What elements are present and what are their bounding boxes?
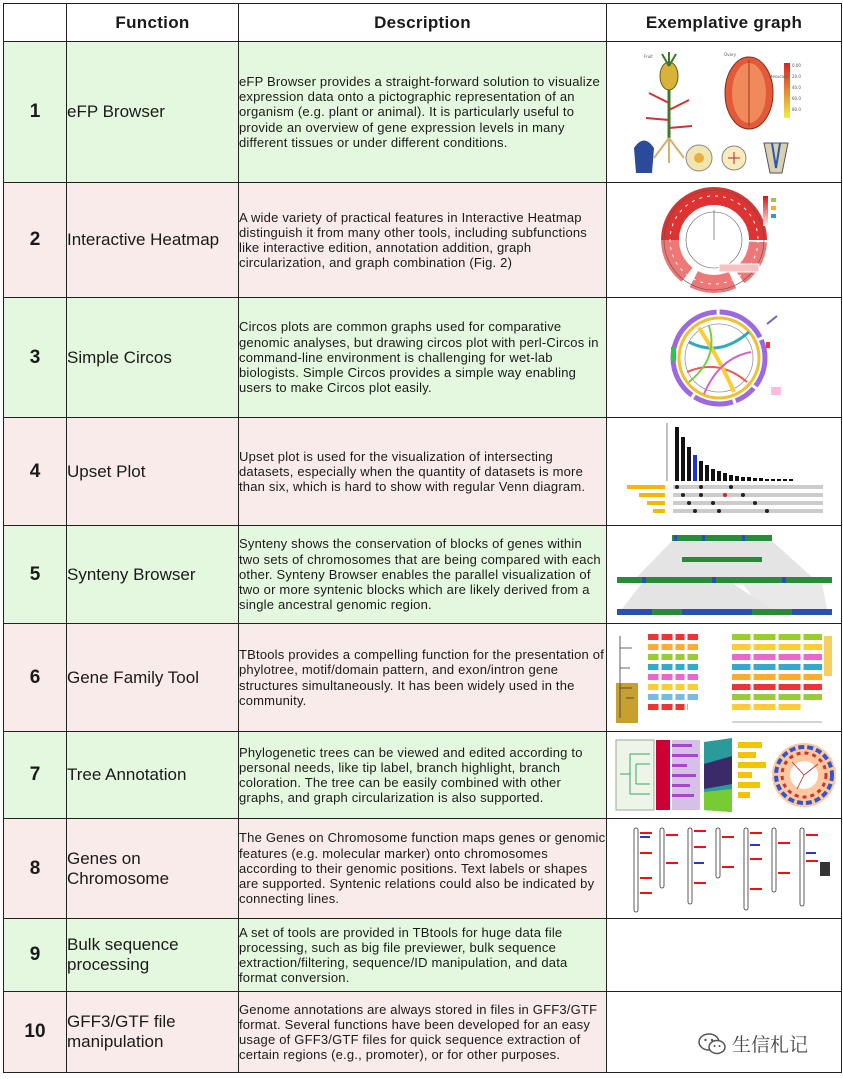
row-number: 2 [4, 183, 67, 298]
row-number: 1 [4, 42, 67, 183]
gene-family-thumbnail [612, 628, 837, 728]
graph-cell [607, 418, 842, 526]
table-row [4, 526, 842, 624]
graph-cell [607, 732, 842, 819]
function-description: A wide variety of practical features in Interactive Heatmap distinguish it from many other tools, including subfunctions like interactive edition, annotation addition, graph circularization, and graph combination (Fig. 2) [239, 183, 607, 298]
svg-text:Mesocarp: Mesocarp [769, 74, 789, 79]
circos-thumbnail [659, 302, 789, 414]
svg-text:60.0: 60.0 [792, 96, 801, 101]
graph-cell [607, 919, 842, 992]
row-number: 6 [4, 624, 67, 732]
chromosome-map-thumbnail [612, 822, 837, 916]
upset-plot-thumbnail [617, 421, 832, 523]
row-number: 10 [4, 992, 67, 1073]
svg-text:0.00: 0.00 [792, 63, 801, 68]
header-function: Function [67, 4, 239, 42]
function-description: The Genes on Chromosome function maps genes or genomic features (e.g. molecular marker) onto chromosomes according to their genomic positions. Text labels or shapes are supported. Syntenic relations could also be indicated by connecting lines. [239, 819, 607, 919]
function-name: Genes on Chromosome [67, 819, 239, 919]
svg-text:80.0: 80.0 [792, 107, 801, 112]
function-description: Phylogenetic trees can be viewed and edited according to personal needs, like tip label, branch highlight, branch coloration. The tree can be easily combined with other graphs, and graph circularization is also supported. [239, 732, 607, 819]
svg-text:40.0: 40.0 [792, 85, 801, 90]
table-row [4, 418, 842, 526]
row-number: 9 [4, 919, 67, 992]
table-row [4, 42, 842, 183]
function-description: TBtools provides a compelling function for the presentation of phylotree, motif/domain pattern, and exon/intron gene structures simultaneously. It has been widely used in the community. [239, 624, 607, 732]
function-name: Bulk sequence processing [67, 919, 239, 992]
synteny-thumbnail [612, 529, 837, 621]
graph-cell [607, 819, 842, 919]
graph-cell [607, 526, 842, 624]
function-description: Genome annotations are always stored in files in GFF3/GTF format. Several functions have been developed for an easy usage of GFF3/GTF files for quick sequence extraction of certain regions (e.g., promoter), or for other purposes. [239, 992, 607, 1073]
function-description: Circos plots are common graphs used for comparative genomic analyses, but drawing circos plot with perl-Circos in command-line environment is challenging for wet-lab biologists. Simple Circos provides a simple way enabling users to make Circos plot easily. [239, 298, 607, 418]
svg-text:Fruit: Fruit [644, 54, 653, 59]
table-row [4, 298, 842, 418]
row-number: 5 [4, 526, 67, 624]
header-index [4, 4, 67, 42]
table-row [4, 919, 842, 992]
row-number: 8 [4, 819, 67, 919]
graph-cell [607, 298, 842, 418]
table-row [4, 183, 842, 298]
row-number: 7 [4, 732, 67, 819]
row-number: 3 [4, 298, 67, 418]
svg-text:20.0: 20.0 [792, 74, 801, 79]
function-name: eFP Browser [67, 42, 239, 183]
function-name: Tree Annotation [67, 732, 239, 819]
watermark-text: 生信札记 [732, 1035, 809, 1056]
feature-table [3, 3, 842, 1073]
function-description: A set of tools are provided in TBtools for huge data file processing, such as big file previewer, bulk sequence extraction/filtering, sequence/ID manipulation, and data format conversion. [239, 919, 607, 992]
efp-browser-thumbnail [624, 48, 824, 176]
function-name: Interactive Heatmap [67, 183, 239, 298]
function-name: GFF3/GTF file manipulation [67, 992, 239, 1073]
function-description: Upset plot is used for the visualization of intersecting datasets, especially when the quantity of datasets is more than six, which is hard to show with regular Venn diagram. [239, 418, 607, 526]
row-number: 4 [4, 418, 67, 526]
function-name: Simple Circos [67, 298, 239, 418]
graph-cell [607, 624, 842, 732]
header-graph: Exemplative graph [607, 4, 842, 42]
graph-cell [607, 42, 842, 183]
tree-annotation-thumbnail [612, 734, 837, 816]
wechat-icon [698, 1032, 726, 1056]
table-row [4, 624, 842, 732]
function-name: Synteny Browser [67, 526, 239, 624]
header-description: Description [239, 4, 607, 42]
svg-text:Ovary: Ovary [724, 52, 736, 57]
circular-heatmap-thumbnail [659, 186, 789, 294]
function-description: Synteny shows the conservation of blocks of genes within two sets of chromosomes that are being compared with each other. Synteny Browser enables the parallel visualization of two or more syntenic blocks which are likely derived from a single ancestral genomic region. [239, 526, 607, 624]
function-name: Upset Plot [67, 418, 239, 526]
header-row [4, 4, 842, 42]
graph-cell [607, 183, 842, 298]
watermark [698, 1030, 808, 1057]
table-row [4, 732, 842, 819]
table-row [4, 819, 842, 919]
function-description: eFP Browser provides a straight-forward solution to visualize expression data onto a pictographic representation of an organism (e.g. plant or animal). It is particularly useful to provide an overview of gene expression levels in many different tissues or under different conditions. [239, 42, 607, 183]
function-name: Gene Family Tool [67, 624, 239, 732]
